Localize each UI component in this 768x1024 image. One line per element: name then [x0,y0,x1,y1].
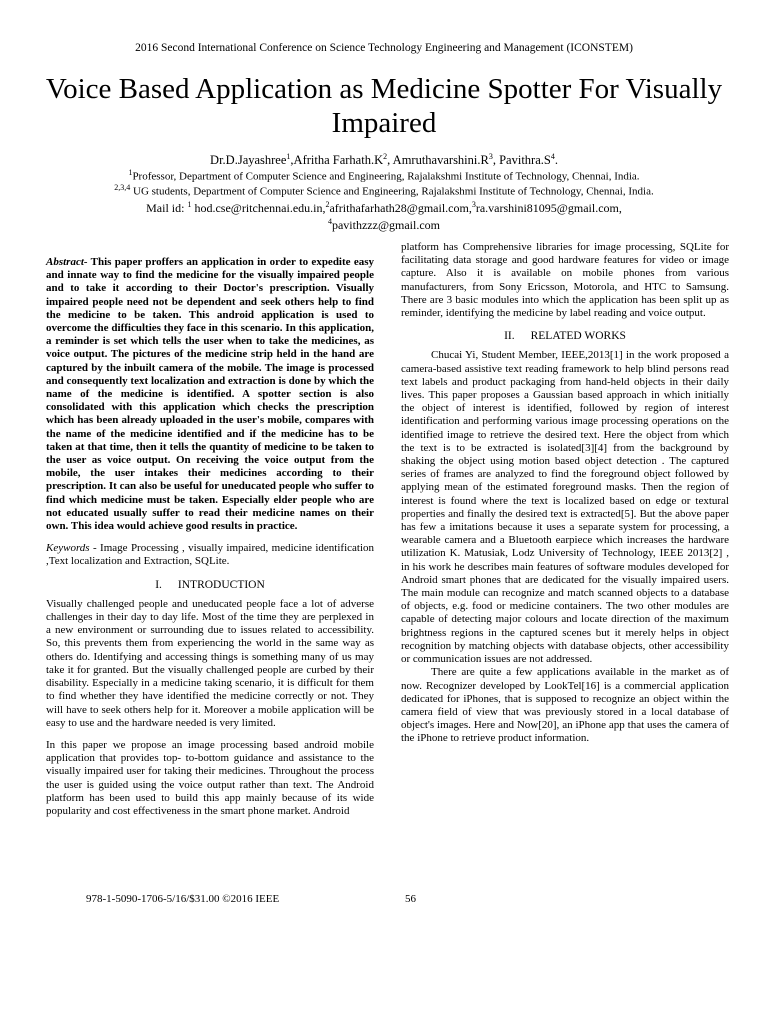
affiliation-students [0,183,768,198]
email-3: ra.varshini81095@gmail.com, [475,201,622,215]
section-title: RELATED WORKS [530,330,626,343]
author-punct: . [554,153,558,168]
keywords-label: Keywords [46,542,90,555]
affiliation-index: 2,3,4 [114,183,131,192]
email-4: pavithzzz@gmail.com [331,218,440,232]
author-list [0,152,768,168]
affiliation-index: 1 [128,168,133,177]
author-index: 4 [550,152,555,161]
author-name: ,Afritha Farhath.K [290,153,384,168]
author-index: 2 [383,152,388,161]
intro-paragraph-1: Visually challenged people and uneducated people face a lot of adverse challenges in their day to day life. Most of the time they are perplexed in a new environment or surrounding due to issues related to accessibility. So, this prevents them from experiencing the world in the same way as others do. Identifying and accessing things is something many of us may take it for granted. But the visually challenged people are curbed by their disability. Especially in a medicine taking scenario, it is difficult for them to find whether they have identified the medicine correctly or not. They will have to seek others help for it. Moreover a mobile application will be easy to use and the hardware needed is very limited. [46,597,374,729]
author-name: Dr.D.Jayashree [210,153,287,168]
affiliation-text: UG students, Department of Computer Science and Engineering, Rajalakshmi Institute of Technology, Chennai, India. [130,185,654,198]
related-paragraph-2: There are quite a few applications available in the market as of now. Recognizer developed by LookTel[16] is a commercial application dedicated for iPhones, that is supposed to recognize an object within the camera field of view that was previously stored in a local database of object's images. Here and Now[20], an iPhone app that uses the camera of the iPhone to retrieve product information. [401,666,729,745]
author-index: 1 [286,152,291,161]
left-column [46,256,374,818]
mail-index: 1 [187,200,192,209]
author-name: , Amruthavarshini.R [387,153,489,168]
footer-isbn: 978-1-5090-1706-5/16/$31.00 ©2016 IEEE [86,893,280,905]
keywords [46,542,374,568]
email-2: afrithafarhath28@gmail.com, [329,201,472,215]
intro-paragraph-2: In this paper we propose an image processing based android mobile application that provides top- to-bottom guidance and assistance to the visually impaired user for taking their medicines. Throughout the process the user is guided using the voice output rather than text. The Android platform has been used to build this app mainly because of its wide popularity and cost effectiveness in the smart phone market. Android [46,738,374,817]
section-number: II. [504,330,515,343]
section-title: INTRODUCTION [177,578,265,591]
abstract-label: Abstract- [46,256,88,268]
keywords-text: - Image Processing , visually impaired, medicine identification ,Text localization and Extraction, SQLite. [46,542,374,568]
affiliation-professor [0,168,768,183]
mail-index: 3 [471,200,476,209]
related-paragraph-1: Chucai Yi, Student Member, IEEE,2013[1] in the work proposed a camera-based assistive text reading framework to help blind persons read text labels and product packaging from hand-held objects in their daily lives. This paper proposes a Gaussian based approach in which initially the object of interest is identified, followed by region of interest identification and performing various image processing operations on the identified image to retrieve the desired text. Here the object from which the text is to be extracted is isolated[3][4] from the background by shaking the object using motion based object detection . The captured series of frames are analyzed to find the foreground object followed by applying mean of the estimated foreground masks. Then the region of interest is found where the text is localized based on edge or textural properties and finally the desired text is extracted[5]. But the above paper has few a imitations because it uses a separate system for processing, a wearable camera and a Bluetooth earpiece which increases the hardware utilization K. Matusiak, Lodz University of Technology, IEEE 2013[2] , in his work he describes main features of software modules developed for Android smart phones that are dedicated for the visually impaired users. The main module can recognize and match scanned objects to a database of objects, e.g. food or medicine containers. The two other modules are capable of detecting major colours and locate direction of the maximum brightness regions in the captured scenes but it merely helps in object recognition by matching objects with database objects, other accessibility or communication issues are not addressed. [401,349,729,666]
affiliation-text: Professor, Department of Computer Science and Engineering, Rajalakshmi Institute of Technology, Chennai, India. [132,170,640,183]
section-heading-introduction [46,579,374,592]
mail-ids [0,198,768,232]
section-number: I. [155,578,162,591]
intro-paragraph-continued: platform has Comprehensive libraries for image processing, SQLite for facilitating data storage and good hardware features for video or image capture. Also it is available on mobile phones from various manufacturers, from Sony Ericsson, Motorola, and HTC to Samsung. There are 3 basic modules into which the application has been split up as reminder, identifying the medicine by label reading and voice output. [401,241,729,320]
abstract [46,256,374,533]
right-column [401,241,729,746]
mail-index: 4 [327,217,332,226]
author-index: 3 [488,152,493,161]
page-number: 56 [405,893,416,905]
abstract-text: This paper proffers an application in order to expedite easy and innate way to find the medicine for the visually impaired people and to take it according to their Doctor's prescription. Visually impaired people need not be dependent and seek others help to find the medicine to be taken. This android application is used to overcome the difficulties they face in this scenario. In this application, a reminder is set which tells the user when to take the medicines, as voice output. The pictures of the medicine strip held in the hand are captured by the inbuilt camera of the mobile. The image is processed and consequently text localization and extraction is done by which the name of the medicine is identified. A spotter section is also consolidated with this application which checks the prescription which has been already uploaded in the user's mobile, compares with the name of the medicine identified and if the medicine has to be taken at that time, then it tells the quantity of medicine to be taken to the user as voice output. On receiving the voice output from the mobile, the user intakes their medicines according to their prescription. It can also be useful for uneducated people who suffer to find which medicine must be taken. Especially elder people who are not educated usually suffer to read their medicine names on their own. This idea would achieve good results in practice. [46,256,374,533]
conference-header: 2016 Second International Conference on Science Technology Engineering and Management (ICONSTEM) [135,42,633,54]
paper-title: Voice Based Application as Medicine Spotter For Visually Impaired [45,73,723,139]
section-heading-related-works [401,330,729,343]
mail-index: 2 [325,200,330,209]
email-1: hod.cse@ritchennai.edu.in, [191,201,326,215]
mail-label: Mail id: [146,201,188,215]
author-name: , Pavithra.S [492,153,551,168]
